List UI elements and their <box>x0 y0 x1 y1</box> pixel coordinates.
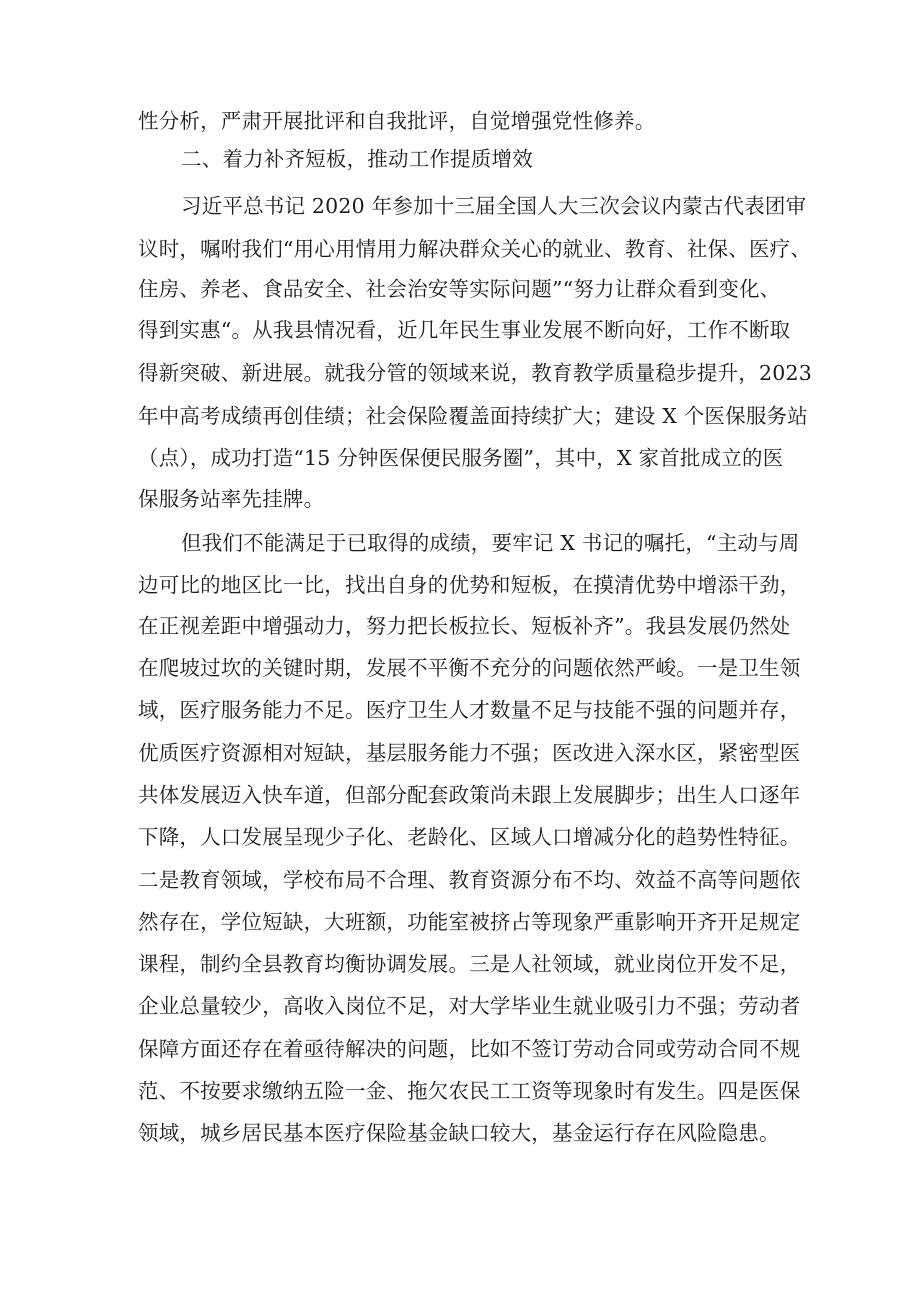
text-line: （点），成功打造“15 分钟医保便民服务圈”，其中，X 家首批成立的医 <box>138 446 784 470</box>
text-line: 领域，城乡居民基本医疗保险基金缺口较大，基金运行存在风险隐患。 <box>138 1121 780 1145</box>
text-line: 范、不按要求缴纳五险一金、拖欠农民工工资等现象时有发生。四是医保 <box>138 1079 801 1103</box>
text-line: 在爬坡过坎的关键时期，发展不平衡不充分的问题依然严峻。一是卫生领 <box>138 656 801 680</box>
text-line: 得新突破、新进展。就我分管的领域来说，教育教学质量稳步提升，2023 <box>138 361 812 385</box>
text-line: 性分析，严肃开展批评和自我批评，自觉增强党性修养。 <box>138 109 656 133</box>
text-line: 习近平总书记 2020 年参加十三届全国人大三次会议内蒙古代表团审 <box>181 194 807 218</box>
text-line: 住房、养老、食品安全、社会治安等实际问题”“努力让群众看到变化、 <box>138 277 781 301</box>
text-line: 保服务站率先挂牌。 <box>138 487 325 511</box>
text-line: 议时，嘱咐我们“用心用情用力解决群众关心的就业、教育、社保、医疗、 <box>138 237 812 261</box>
text-line: 然存在，学位短缺，大班额，功能室被挤占等现象严重影响开齐开足规定 <box>138 910 801 934</box>
text-line: 边可比的地区比一比，找出自身的优势和短板，在摸清优势中增添干劲， <box>138 573 801 597</box>
text-line: 课程，制约全县教育均衡协调发展。三是人社领域，就业岗位开发不足， <box>138 952 801 976</box>
text-line: 域，医疗服务能力不足。医疗卫生人才数量不足与技能不强的问题并存， <box>138 698 801 722</box>
text-line: 年中高考成绩再创佳绩；社会保险覆盖面持续扩大；建设 X 个医保服务站 <box>138 404 808 428</box>
text-line: 优质医疗资源相对短缺，基层服务能力不强；医改进入深水区，紧密型医 <box>138 741 801 765</box>
text-line: 共体发展迈入快车道，但部分配套政策尚未跟上发展脚步；出生人口逐年 <box>138 783 801 807</box>
text-line: 但我们不能满足于已取得的成绩，要牢记 X 书记的嘱托，“主动与周 <box>181 531 800 555</box>
text-line: 在正视差距中增强动力，努力把长板拉长、短板补齐”。我县发展仍然处 <box>138 614 791 638</box>
text-line: 二是教育领域，学校布局不合理、教育资源分布不均、效益不高等问题依 <box>138 868 801 892</box>
text-line: 企业总量较少，高收入岗位不足，对大学毕业生就业吸引力不强；劳动者 <box>138 994 801 1018</box>
text-line: 下降，人口发展呈现少子化、老龄化、区域人口增减分化的趋势性特征。 <box>138 825 801 849</box>
text-line: 得到实惠“。从我县情况看，近几年民生事业发展不断向好，工作不断取 <box>138 318 791 342</box>
section-heading: 二、着力补齐短板，推动工作提质增效 <box>181 147 533 171</box>
text-line: 保障方面还存在着亟待解决的问题，比如不签订劳动合同或劳动合同不规 <box>138 1037 801 1061</box>
